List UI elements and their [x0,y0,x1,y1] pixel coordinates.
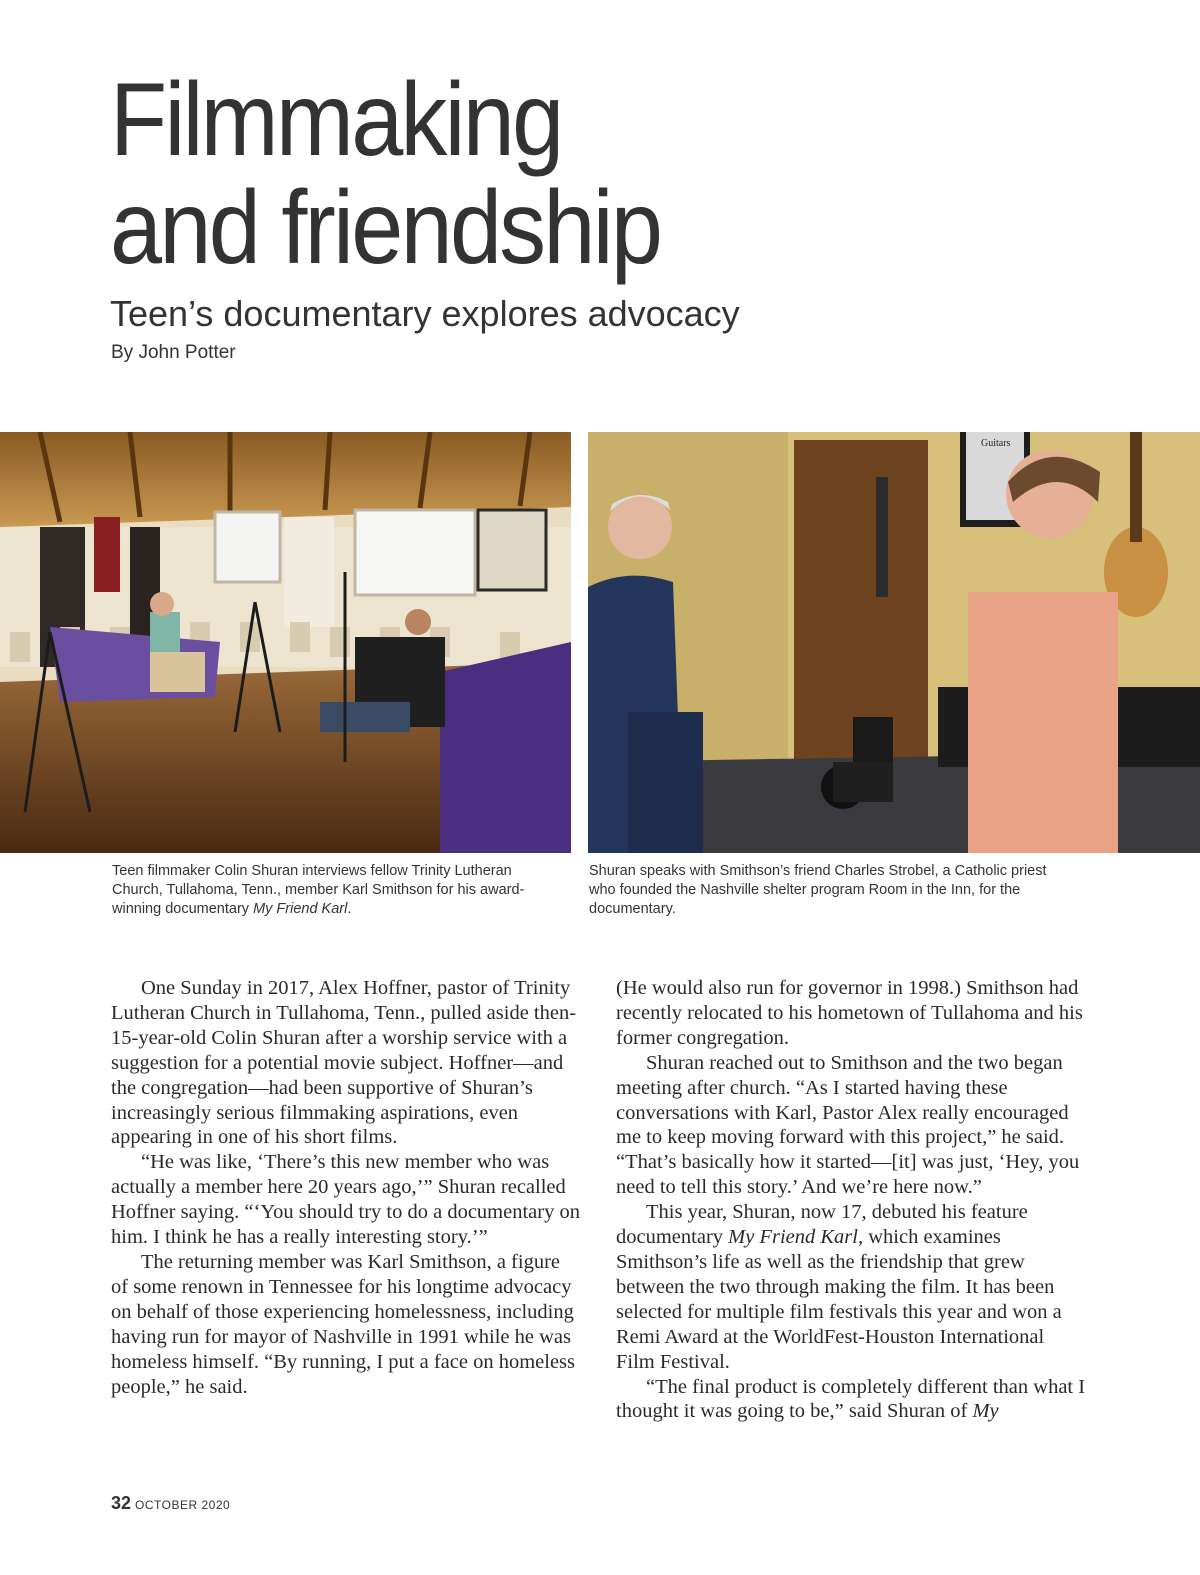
article-title-line-1: Filmmaking [110,62,562,178]
conversation-photo [588,432,1200,853]
film-title: My [972,1400,999,1423]
paragraph: Shuran reached out to Smithson and the two began meeting after church. “As I started having these conversations with Karl, Pastor Alex really encouraged me to keep moving forward with this project,” he said. “That’s basically how it started—[it] was just, ‘Hey, you need to tell this story.’ And we’re here now.” [616,1051,1080,1199]
paragraph-text: , which examines Smithson’s life as well as the friendship that grew between the two through making the film. It has been selected for multiple film festivals this year and won a Remi Award at the WorldFest-Houston International Film Festival. [616,1226,1062,1373]
article-title-line-2: and friendship [110,170,661,286]
right-photo-caption: Shuran speaks with Smithson’s friend Charles Strobel, a Catholic priest who founded the Nashville shelter program Room in the Inn, for the documentary. [589,863,1047,917]
caption-text: Teen filmmaker Colin Shuran interviews fellow Trinity Lutheran Church, Tullahoma, Tenn., member Karl Smithson for his award-winning documentary [112,863,525,917]
page-number: 32 [111,1493,132,1513]
paragraph: “He was like, ‘There’s this new member who was actually a member here 20 years ago,’” Shuran recalled Hoffner saying. “‘You should try to do a documentary on him. I think he has a really interesting story.’” [111,1151,580,1249]
church-interview-photo [0,432,571,853]
film-title: My Friend Karl [253,901,348,917]
paragraph: The returning member was Karl Smithson, a figure of some renown in Tennessee for his longtime advocacy on behalf of those experiencing homelessness, including having run for mayor of Nashville in 1991 while he was homeless himself. “By running, I put a face on homeless people,” he said. [111,1250,575,1398]
caption-end: . [347,901,352,917]
poster-text: Guitars [981,438,1011,449]
issue-date: OCTOBER 2020 [135,1498,231,1512]
body-column-right [616,976,1086,1424]
paragraph: One Sunday in 2017, Alex Hoffner, pastor of Trinity Lutheran Church in Tullahoma, Tenn., pulled aside then-15-year-old Colin Shuran after a worship service with a suggestion for a potential movie subject. Hoffner—and the congregation—had been supportive of Shuran’s increasingly serious filmmaking aspirations, even appearing in one of his short films. [111,977,577,1149]
body-column-left [111,976,581,1399]
paragraph [616,1375,1086,1425]
paragraph-text: This year, Shuran, now 17, debuted his feature documentary [616,1201,1028,1249]
article-title [110,62,830,286]
paragraph [616,1200,1086,1374]
article-subtitle: Teen’s documentary explores advocacy [110,293,740,334]
film-title: My Friend Karl [728,1226,858,1249]
paragraph-text: “The final product is completely different than what I thought it was going to be,” said Shuran of [616,1375,1086,1423]
byline: By John Potter [111,342,236,363]
left-photo-caption [112,862,552,919]
page-footer [111,1493,230,1514]
paragraph: (He would also run for governor in 1998.) Smithson had recently relocated to his hometown of Tullahoma and his former congregation. [616,977,1083,1049]
